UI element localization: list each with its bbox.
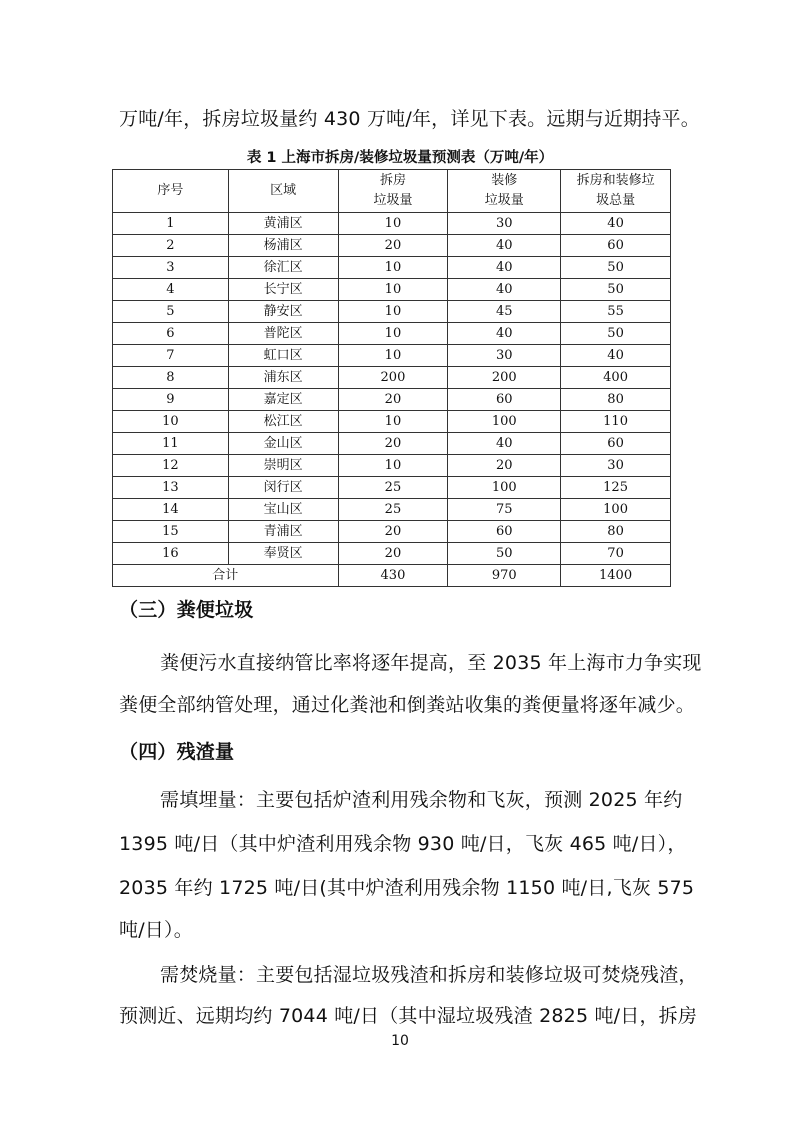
section4-paragraph-line: 需焚烧量：主要包括湿垃圾残渣和拆房和装修垃圾可焚烧残渣，	[160, 964, 698, 986]
header-total-line2: 圾总量	[596, 193, 636, 208]
row-renovation: 40	[448, 279, 561, 301]
row-seq: 2	[113, 235, 229, 257]
section4-paragraph-line: 2035 年约 1725 吨/日(其中炉渣利用残余物 1150 吨/日,飞灰 575	[119, 877, 695, 899]
table-row	[113, 367, 671, 389]
row-seq: 12	[113, 455, 229, 477]
total-label: 合计	[113, 565, 339, 587]
table-caption: 表 1 上海市拆房/装修垃圾量预测表（万吨/年）	[246, 150, 554, 166]
row-area: 闵行区	[228, 477, 338, 499]
section4-paragraph-line: 1395 吨/日（其中炉渣利用残余物 930 吨/日，飞灰 465 吨/日），	[119, 833, 687, 855]
row-total: 30	[561, 455, 671, 477]
row-demolition: 20	[338, 521, 448, 543]
row-area: 奉贤区	[228, 543, 338, 565]
total-demolition: 430	[338, 565, 448, 587]
section4-heading: （四）残渣量	[119, 741, 235, 763]
row-demolition: 20	[338, 235, 448, 257]
table-row	[113, 389, 671, 411]
row-area: 杨浦区	[228, 235, 338, 257]
row-total: 40	[561, 345, 671, 367]
row-area: 青浦区	[228, 521, 338, 543]
waste-forecast-table	[112, 169, 671, 587]
header-total-line1: 拆房和装修垃	[576, 173, 655, 188]
row-demolition: 10	[338, 279, 448, 301]
row-seq: 10	[113, 411, 229, 433]
row-total: 50	[561, 279, 671, 301]
row-total: 60	[561, 235, 671, 257]
row-renovation: 40	[448, 257, 561, 279]
row-seq: 11	[113, 433, 229, 455]
row-area: 长宁区	[228, 279, 338, 301]
row-demolition: 10	[338, 323, 448, 345]
table-body	[113, 213, 671, 565]
header-area: 区域	[228, 170, 338, 213]
table-row	[113, 411, 671, 433]
row-renovation: 45	[448, 301, 561, 323]
section3-paragraph-line: 粪便污水直接纳管比率将逐年提高，至 2035 年上海市力争实现	[160, 652, 702, 674]
row-demolition: 10	[338, 345, 448, 367]
row-total: 80	[561, 521, 671, 543]
row-seq: 1	[113, 213, 229, 235]
row-area: 黄浦区	[228, 213, 338, 235]
row-demolition: 20	[338, 389, 448, 411]
row-area: 徐汇区	[228, 257, 338, 279]
table-row	[113, 301, 671, 323]
row-demolition: 20	[338, 543, 448, 565]
row-total: 55	[561, 301, 671, 323]
row-area: 金山区	[228, 433, 338, 455]
header-renovation-line2: 垃圾量	[484, 193, 524, 208]
row-total: 60	[561, 433, 671, 455]
row-total: 70	[561, 543, 671, 565]
row-renovation: 75	[448, 499, 561, 521]
row-total: 50	[561, 323, 671, 345]
row-demolition: 25	[338, 499, 448, 521]
table-row	[113, 455, 671, 477]
header-total	[561, 170, 671, 213]
table-total-row	[113, 565, 671, 587]
row-renovation: 20	[448, 455, 561, 477]
row-demolition: 20	[338, 433, 448, 455]
row-renovation: 40	[448, 235, 561, 257]
row-area: 普陀区	[228, 323, 338, 345]
row-demolition: 10	[338, 301, 448, 323]
row-area: 浦东区	[228, 367, 338, 389]
row-demolition: 25	[338, 477, 448, 499]
table-row	[113, 499, 671, 521]
header-demolition-line1: 拆房	[379, 173, 406, 188]
table-row	[113, 345, 671, 367]
section4-paragraph-line: 需填埋量：主要包括炉渣利用残余物和飞灰，预测 2025 年约	[160, 789, 683, 811]
header-renovation-line1: 装修	[491, 173, 518, 188]
header-seq: 序号	[113, 170, 229, 213]
row-demolition: 10	[338, 411, 448, 433]
row-seq: 3	[113, 257, 229, 279]
section3-paragraph-line: 粪便全部纳管处理，通过化粪池和倒粪站收集的粪便量将逐年减少。	[119, 694, 696, 716]
row-area: 虹口区	[228, 345, 338, 367]
row-total: 80	[561, 389, 671, 411]
table-header-row	[113, 170, 671, 213]
row-demolition: 10	[338, 455, 448, 477]
table-row	[113, 213, 671, 235]
row-renovation: 60	[448, 389, 561, 411]
row-demolition: 10	[338, 213, 448, 235]
row-seq: 7	[113, 345, 229, 367]
row-seq: 8	[113, 367, 229, 389]
row-renovation: 30	[448, 345, 561, 367]
table-row	[113, 235, 671, 257]
table-row	[113, 433, 671, 455]
row-seq: 14	[113, 499, 229, 521]
header-demolition-line2: 垃圾量	[373, 193, 413, 208]
intro-paragraph-line: 万吨/年，拆房垃圾量约 430 万吨/年，详见下表。远期与近期持平。	[119, 108, 700, 130]
table-row	[113, 543, 671, 565]
row-area: 嘉定区	[228, 389, 338, 411]
page-number: 10	[391, 1033, 409, 1049]
row-demolition: 10	[338, 257, 448, 279]
row-renovation: 30	[448, 213, 561, 235]
row-seq: 13	[113, 477, 229, 499]
row-seq: 9	[113, 389, 229, 411]
row-seq: 6	[113, 323, 229, 345]
table-row	[113, 279, 671, 301]
header-renovation	[448, 170, 561, 213]
row-renovation: 100	[448, 411, 561, 433]
row-seq: 16	[113, 543, 229, 565]
row-renovation: 40	[448, 433, 561, 455]
table-row	[113, 257, 671, 279]
section4-paragraph-line: 吨/日）。	[119, 919, 193, 941]
row-area: 松江区	[228, 411, 338, 433]
row-renovation: 40	[448, 323, 561, 345]
row-total: 50	[561, 257, 671, 279]
row-seq: 4	[113, 279, 229, 301]
section4-paragraph-line: 预测近、远期均约 7044 吨/日（其中湿垃圾残渣 2825 吨/日，拆房	[119, 1005, 698, 1027]
table-row	[113, 521, 671, 543]
total-renovation: 970	[448, 565, 561, 587]
section3-heading: （三）粪便垃圾	[119, 599, 254, 621]
row-seq: 5	[113, 301, 229, 323]
row-seq: 15	[113, 521, 229, 543]
row-renovation: 200	[448, 367, 561, 389]
row-total: 40	[561, 213, 671, 235]
row-area: 宝山区	[228, 499, 338, 521]
row-renovation: 50	[448, 543, 561, 565]
row-total: 110	[561, 411, 671, 433]
row-area: 崇明区	[228, 455, 338, 477]
table-row	[113, 323, 671, 345]
row-renovation: 60	[448, 521, 561, 543]
row-total: 125	[561, 477, 671, 499]
header-demolition	[338, 170, 448, 213]
row-demolition: 200	[338, 367, 448, 389]
row-total: 100	[561, 499, 671, 521]
row-renovation: 100	[448, 477, 561, 499]
row-total: 400	[561, 367, 671, 389]
table-row	[113, 477, 671, 499]
total-sum: 1400	[561, 565, 671, 587]
row-area: 静安区	[228, 301, 338, 323]
